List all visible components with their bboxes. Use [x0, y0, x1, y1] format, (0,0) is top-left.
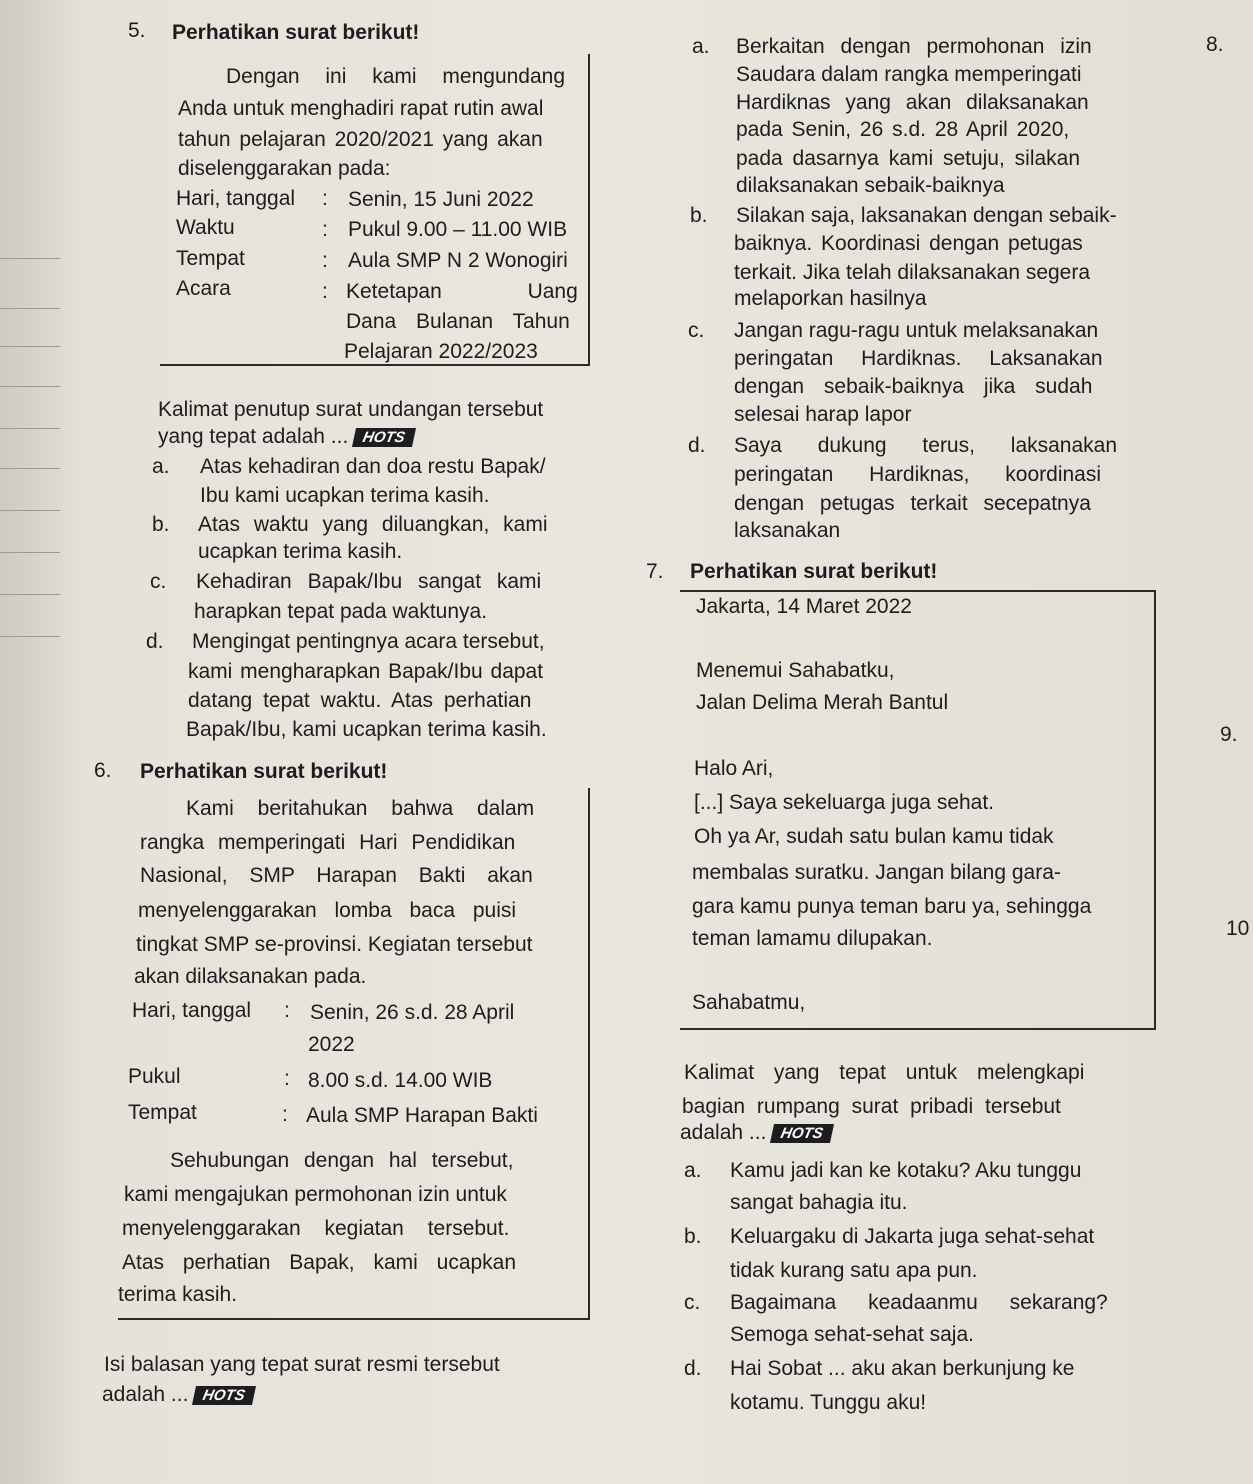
q6-letter-line: Kami beritahukan bahwa dalam	[186, 797, 535, 820]
q6-letter-line: rangka memperingati Hari Pendidikan	[140, 831, 516, 854]
q6-closing-line: menyelenggarakan kegiatan tersebut.	[122, 1217, 510, 1240]
q6-prompt: Isi balasan yang tepat surat resmi tersebut	[104, 1353, 500, 1376]
q7-letter-line: gara kamu punya teman baru ya, sehingga	[692, 895, 1092, 918]
q7-option-line: Bagaimana keadaanmu sekarang?	[730, 1291, 1108, 1314]
q7-option-line: Semoga sehat-sehat saja.	[730, 1323, 974, 1346]
q6-option-letter: b.	[690, 204, 708, 227]
q6-option-line: peringatan Hardiknas, koordinasi	[734, 463, 1102, 486]
margin-rule	[0, 510, 60, 511]
q6-option-line: terkait. Jika telah dilaksanakan segera	[734, 261, 1091, 284]
q6-option-line: pada dasarnya kami setuju, silakan	[736, 147, 1081, 170]
q6-option-line: Jangan ragu-ragu untuk melaksanakan	[734, 319, 1099, 342]
q7-letter-line: Oh ya Ar, sudah satu bulan kamu tidak	[694, 825, 1054, 848]
q6-row-value: 8.00 s.d. 14.00 WIB	[308, 1069, 493, 1092]
q7-option-line: tidak kurang satu apa pun.	[730, 1259, 978, 1282]
q7-option-line: Hai Sobat ... aku akan berkunjung ke	[730, 1357, 1075, 1380]
q6-letter-line: menyelenggarakan lomba baca puisi	[138, 899, 517, 922]
q7-option-line: Keluargaku di Jakarta juga sehat-sehat	[730, 1225, 1095, 1248]
q6-option-letter: d.	[688, 434, 706, 457]
q5-option-line: Bapak/Ibu, kami ucapkan terima kasih.	[186, 718, 547, 741]
q5-prompt-text: yang tepat adalah ...	[158, 425, 349, 448]
q5-option-line: kami mengharapkan Bapak/Ibu dapat	[188, 660, 544, 683]
q5-row-value: Senin, 15 Juni 2022	[348, 188, 534, 211]
q7-letter-line: Sahabatmu,	[692, 991, 806, 1014]
q6-row-value: Aula SMP Harapan Bakti	[306, 1104, 538, 1127]
q6-colon: :	[284, 1067, 290, 1090]
q7-number: 7.	[646, 560, 664, 583]
margin-rule	[0, 258, 60, 259]
q7-option-letter: a.	[684, 1159, 702, 1182]
q5-option-line: Kehadiran Bapak/Ibu sangat kami	[196, 570, 542, 593]
q7-option-letter: c.	[684, 1291, 701, 1314]
q5-option-line: Atas waktu yang diluangkan, kami	[198, 513, 548, 536]
q5-row-label: Waktu	[176, 216, 235, 239]
q6-row-label: Hari, tanggal	[132, 999, 252, 1022]
q5-letter-line: diselenggarakan pada:	[178, 157, 391, 180]
q7-option-line: sangat bahagia itu.	[730, 1191, 908, 1214]
q5-option-line: harapkan tepat pada waktunya.	[194, 600, 488, 623]
edge-question-number: 8.	[1206, 33, 1224, 56]
q7-prompt	[680, 1122, 832, 1143]
q7-letter-line: Menemui Sahabatku,	[696, 659, 895, 682]
q6-closing-line: Atas perhatian Bapak, kami ucapkan	[122, 1251, 517, 1274]
q5-acara-cont: Dana Bulanan Tahun	[346, 310, 570, 333]
q6-option-line: pada Senin, 26 s.d. 28 April 2020,	[736, 118, 1070, 141]
q5-option-line: ucapkan terima kasih.	[198, 540, 403, 563]
q5-row-value: Ketetapan Uang	[346, 280, 578, 303]
q6-colon: :	[284, 999, 290, 1022]
q6-option-line: selesai harap lapor	[734, 403, 912, 426]
hots-badge: HOTS	[770, 1124, 834, 1143]
q7-letter-line: Halo Ari,	[694, 757, 774, 780]
q7-letter-line: [...] Saya sekeluarga juga sehat.	[694, 791, 995, 814]
q5-letter-line: tahun pelajaran 2020/2021 yang akan	[178, 128, 543, 151]
margin-rule	[0, 468, 60, 469]
q5-row-value: Pukul 9.00 – 11.00 WIB	[348, 218, 568, 241]
q7-option-letter: d.	[684, 1357, 702, 1380]
q5-colon: :	[322, 187, 328, 210]
q7-option-line: kotamu. Tunggu aku!	[730, 1391, 927, 1414]
q6-option-line: laksanakan	[734, 519, 841, 542]
q7-prompt-text: adalah ...	[680, 1121, 767, 1144]
q6-closing-line: kami mengajukan permohonan izin untuk	[124, 1183, 507, 1206]
q6-letter-line: tingkat SMP se-provinsi. Kegiatan tersebut	[136, 933, 533, 956]
q5-prompt: Kalimat penutup surat undangan tersebut	[158, 398, 544, 421]
q6-row-label: Pukul	[128, 1065, 181, 1088]
q5-colon: :	[322, 249, 328, 272]
margin-rule	[0, 552, 60, 553]
q5-row-label: Tempat	[176, 247, 245, 270]
q7-letter-line: Jakarta, 14 Maret 2022	[696, 595, 912, 618]
margin-rule	[0, 386, 60, 387]
q6-closing-line: terima kasih.	[118, 1283, 238, 1306]
q6-row-label: Tempat	[128, 1101, 197, 1124]
q5-option-letter: a.	[152, 455, 170, 478]
margin-rule	[0, 308, 60, 309]
q7-letter-line: teman lamamu dilupakan.	[692, 927, 933, 950]
q6-letter-line: Nasional, SMP Harapan Bakti akan	[140, 864, 533, 887]
q7-prompt: Kalimat yang tepat untuk melengkapi	[684, 1061, 1085, 1084]
q6-prompt	[102, 1384, 254, 1405]
q6-colon: :	[282, 1103, 288, 1126]
q5-colon: :	[322, 280, 328, 303]
q5-acara-cont: Pelajaran 2022/2023	[344, 340, 538, 363]
q6-heading: Perhatikan surat berikut!	[140, 760, 388, 783]
q7-letter-line: membalas suratku. Jangan bilang gara-	[692, 861, 1061, 884]
q7-heading: Perhatikan surat berikut!	[690, 560, 938, 583]
q7-letter-line: Jalan Delima Merah Bantul	[696, 691, 949, 714]
q6-option-line: baiknya. Koordinasi dengan petugas	[734, 232, 1083, 255]
q6-option-line: Saya dukung terus, laksanakan	[734, 434, 1118, 457]
q5-row-label: Acara	[176, 277, 231, 300]
q5-option-letter: b.	[152, 513, 170, 536]
q6-option-letter: c.	[688, 319, 705, 342]
q5-letter-line: Dengan ini kami mengundang	[226, 65, 566, 88]
q7-option-line: Kamu jadi kan ke kotaku? Aku tunggu	[730, 1159, 1082, 1182]
q6-option-line: dilaksanakan sebaik-baiknya	[736, 174, 1005, 197]
q6-option-line: Berkaitan dengan permohonan izin	[736, 35, 1092, 58]
q6-option-line: melaporkan hasilnya	[734, 287, 927, 310]
q5-row-value: Aula SMP N 2 Wonogiri	[348, 249, 568, 272]
hots-badge: HOTS	[352, 428, 416, 447]
q5-option-letter: c.	[150, 570, 167, 593]
q5-number: 5.	[128, 19, 146, 42]
q7-prompt: bagian rumpang surat pribadi tersebut	[682, 1095, 1061, 1118]
q5-option-line: Atas kehadiran dan doa restu Bapak/	[200, 455, 546, 478]
q5-option-line: Ibu kami ucapkan terima kasih.	[200, 484, 490, 507]
edge-question-number: 10	[1226, 917, 1250, 940]
q5-letter-line: Anda untuk menghadiri rapat rutin awal	[178, 97, 544, 120]
q5-heading: Perhatikan surat berikut!	[172, 21, 420, 44]
q6-closing-line: Sehubungan dengan hal tersebut,	[170, 1149, 514, 1172]
q5-prompt	[158, 426, 414, 447]
q6-number: 6.	[94, 759, 112, 782]
q6-option-line: dengan petugas terkait secepatnya	[734, 492, 1091, 515]
q5-option-line: datang tepat waktu. Atas perhatian	[188, 689, 532, 712]
q6-option-line: Hardiknas yang akan dilaksanakan	[736, 91, 1089, 114]
q5-option-letter: d.	[146, 630, 164, 653]
margin-rule	[0, 594, 60, 595]
q6-letter-line: akan dilaksanakan pada.	[134, 965, 367, 988]
q5-row-label: Hari, tanggal	[176, 187, 296, 210]
q7-option-letter: b.	[684, 1225, 702, 1248]
margin-rule	[0, 346, 60, 347]
q6-row-value: Senin, 26 s.d. 28 April	[310, 1001, 515, 1024]
q6-option-line: Saudara dalam rangka memperingati	[736, 63, 1082, 86]
margin-rule	[0, 428, 60, 429]
q5-colon: :	[322, 218, 328, 241]
q6-option-line: peringatan Hardiknas. Laksanakan	[734, 347, 1103, 370]
q6-row-value: 2022	[308, 1033, 355, 1056]
q6-option-letter: a.	[692, 35, 710, 58]
q6-prompt-text: adalah ...	[102, 1383, 189, 1406]
q6-option-line: Silakan saja, laksanakan dengan sebaik-	[736, 204, 1117, 227]
q6-option-line: dengan sebaik-baiknya jika sudah	[734, 375, 1093, 398]
hots-badge: HOTS	[192, 1386, 256, 1405]
edge-question-number: 9.	[1220, 723, 1238, 746]
q5-option-line: Mengingat pentingnya acara tersebut,	[192, 630, 545, 653]
margin-rule	[0, 636, 60, 637]
